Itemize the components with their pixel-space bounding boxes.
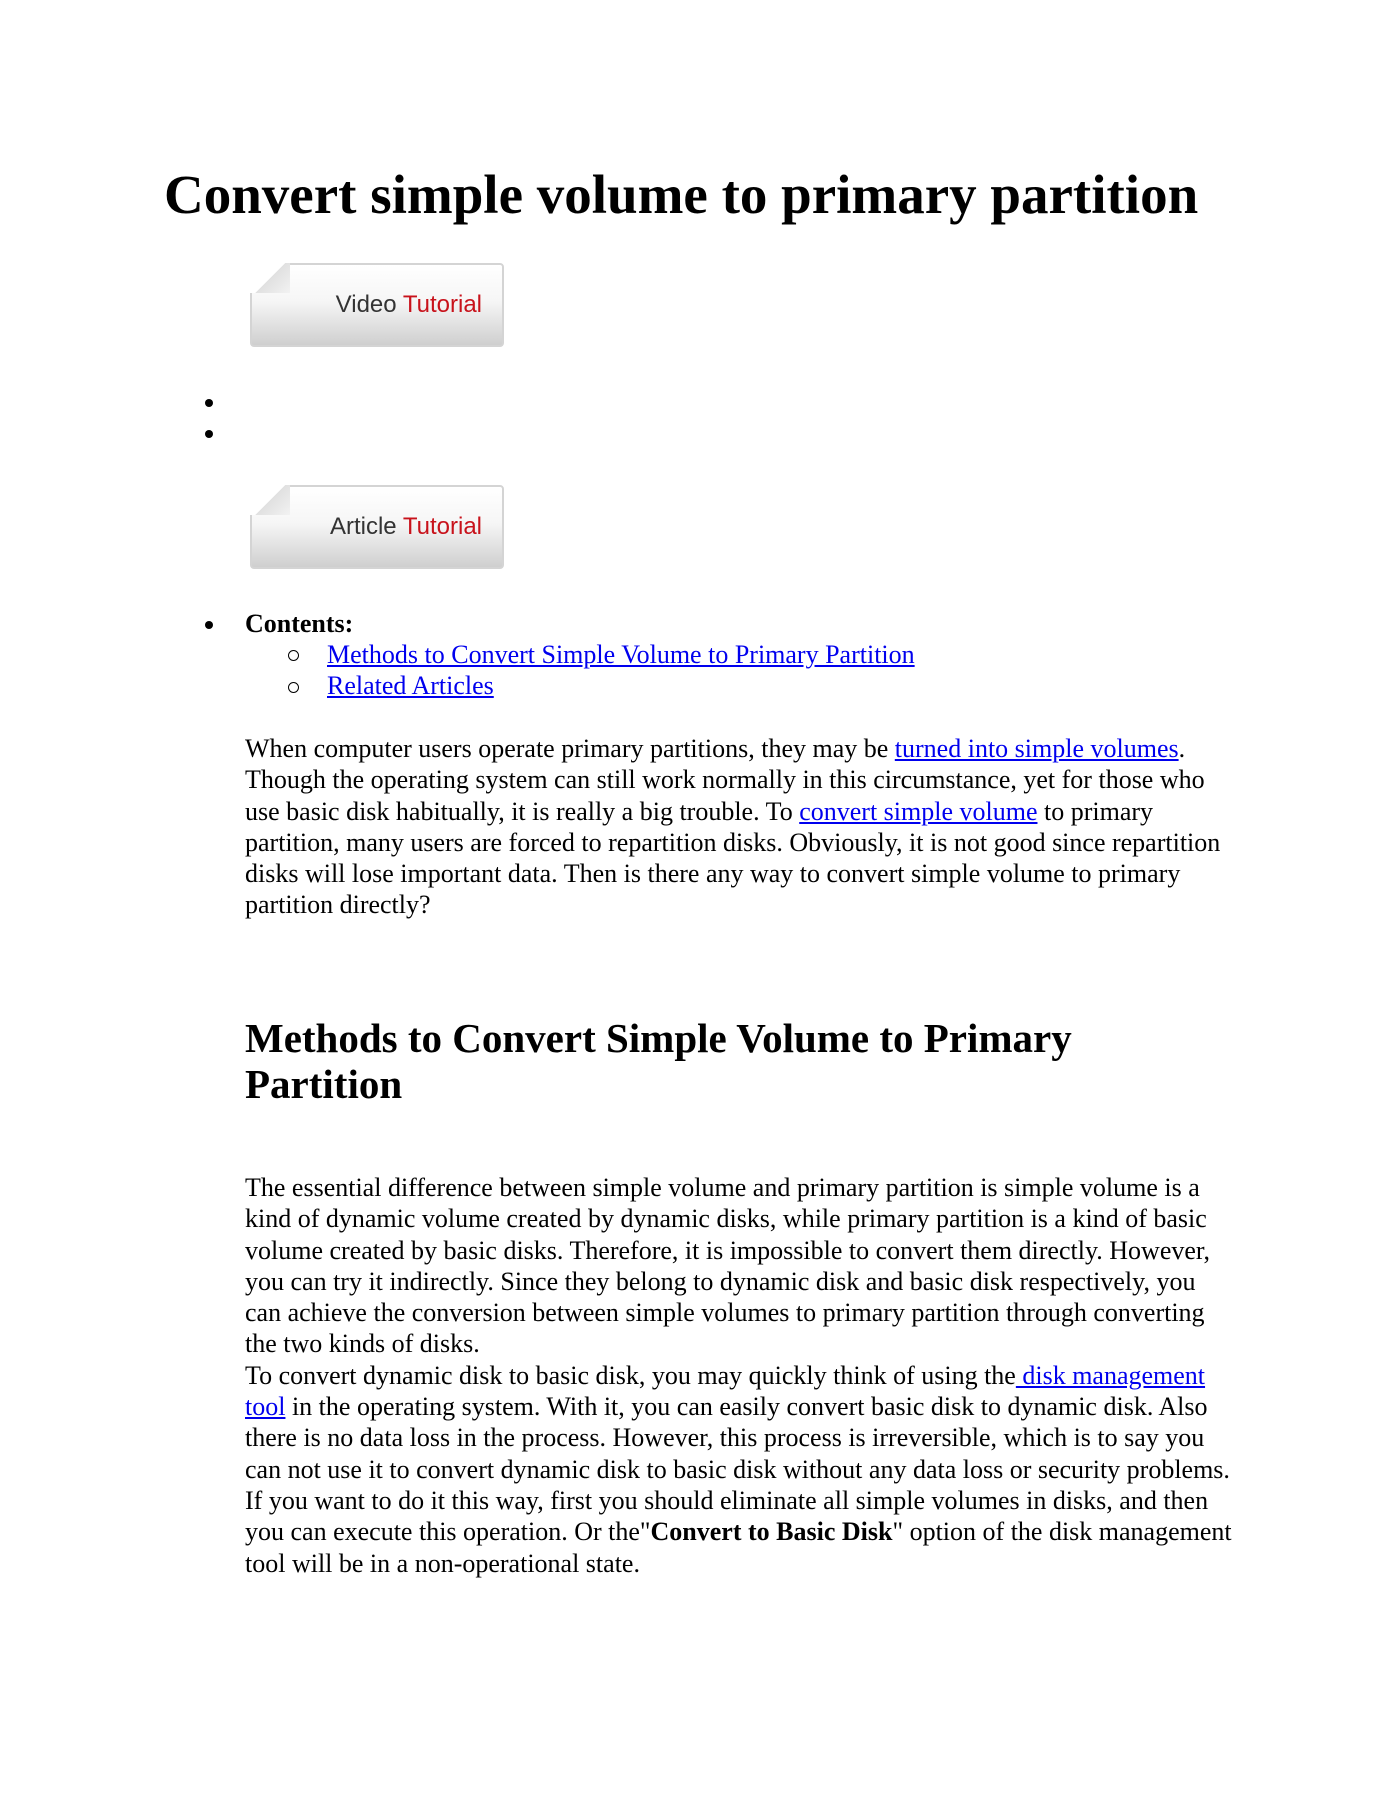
intro-text: When computer users operate primary partitions, they may be — [245, 734, 895, 763]
section-heading: Methods to Convert Simple Volume to Primary Partition — [245, 1015, 1072, 1107]
sub-bullet — [288, 682, 299, 693]
bullet — [205, 430, 213, 438]
page-fold-icon — [250, 485, 290, 515]
bullet — [205, 399, 213, 407]
body-text: To convert dynamic disk to basic disk, you may quickly think of using the — [245, 1360, 1016, 1390]
intro-text: . Though the operating system can still work normally in this circumstance, yet for those who use basic disk habitually, it is really a big trouble. To — [245, 734, 1205, 826]
body-paragraph — [245, 1172, 1235, 1579]
intro-paragraph — [245, 733, 1235, 921]
body-text: The essential difference between simple volume and primary partition is simple volume is a kind of dynamic volume created by dynamic disks, while primary partition is a kind of basic volume created by basic disks. Therefore, it is impossible to convert them directly. However, you can try it indirectly. Since they belong to dynamic disk and basic disk respectively, you can achieve the conversion between simple volumes to primary partition through converting the two kinds of disks. — [245, 1173, 1211, 1359]
article-tutorial-button[interactable] — [250, 485, 504, 569]
article-tutorial-label: Article — [329, 513, 397, 540]
sub-bullet — [288, 650, 299, 661]
page-fold-icon — [250, 263, 290, 293]
video-tutorial-button[interactable] — [250, 263, 504, 347]
link-turned-into-simple-volumes[interactable]: turned into simple volumes — [894, 734, 1179, 763]
link-convert-simple-volume[interactable]: convert simple volume — [799, 796, 1038, 826]
video-tutorial-label: Video — [335, 291, 397, 318]
body-text: in the operating system. With it, you can easily convert basic disk to dynamic disk. Also there is no data loss in the process. However, this process is irreversible, which is to say you can not use it to convert dynamic disk to basic disk without any data loss or security problems. If you want to do it this way, first you should eliminate all simple volumes in disks, and then you can execute this operation. Or the" — [245, 1392, 1230, 1547]
bullet — [205, 621, 213, 629]
article-tutorial-label-accent: Tutorial — [402, 513, 482, 540]
contents-link-methods[interactable]: Methods to Convert Simple Volume to Primary Partition — [327, 640, 915, 669]
page-title: Convert simple volume to primary partition — [164, 164, 1199, 225]
video-tutorial-label-accent: Tutorial — [402, 291, 482, 318]
body-text: " option of the disk management tool will be in a non-operational state. — [245, 1517, 1232, 1578]
link-disk-management-tool[interactable]: disk management tool — [245, 1360, 1206, 1422]
intro-text: to primary partition, many users are forced to repartition disks. Obviously, it is not good since repartition disks will lose important data. Then is there any way to convert simple volume to primary partition directly? — [245, 796, 1221, 920]
bold-option-name: Convert to Basic Disk — [650, 1517, 893, 1547]
contents-link-related[interactable]: Related Articles — [327, 671, 494, 700]
contents-label: Contents: — [245, 609, 354, 638]
